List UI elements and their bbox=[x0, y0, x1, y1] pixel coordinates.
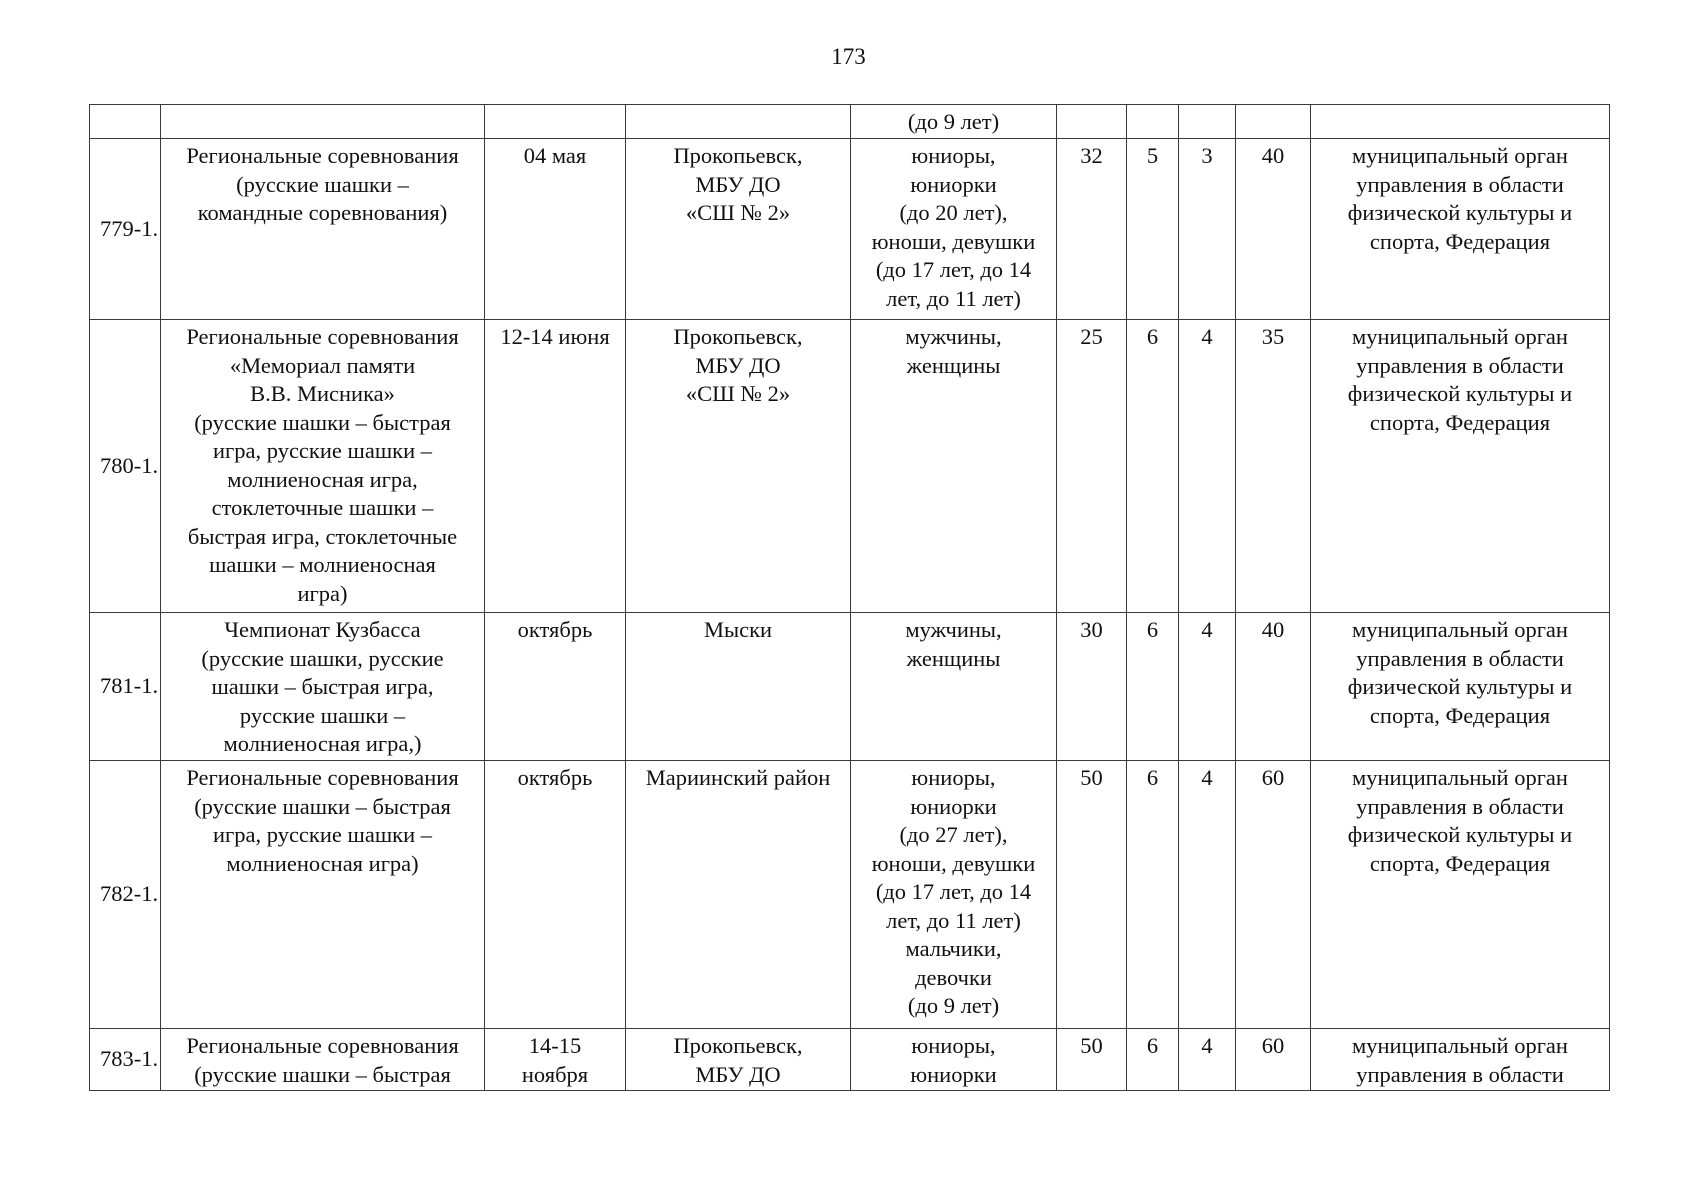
cell-count-2 bbox=[1127, 105, 1179, 139]
event-place: Мыски bbox=[626, 613, 851, 761]
event-date: 04 мая bbox=[485, 139, 626, 320]
event-date: октябрь bbox=[485, 613, 626, 761]
cell-participants bbox=[851, 105, 1057, 139]
event-organizer: муниципальный орган управления в области физической культуры и спорта, Федерация bbox=[1311, 139, 1610, 320]
event-participants: юниоры, юниорки bbox=[851, 1029, 1057, 1091]
event-count-1: 30 bbox=[1057, 613, 1127, 761]
event-count-4: 40 bbox=[1236, 139, 1311, 320]
event-number: 781-1. bbox=[90, 613, 161, 761]
event-count-2: 6 bbox=[1127, 320, 1179, 613]
event-organizer: муниципальный орган управления в области физической культуры и спорта, Федерация bbox=[1311, 320, 1610, 613]
event-name: Региональные соревнования (русские шашки – командные соревнования) bbox=[161, 139, 485, 320]
cell-date bbox=[485, 105, 626, 139]
event-organizer: муниципальный орган управления в области bbox=[1311, 1029, 1610, 1091]
cell-place bbox=[626, 105, 851, 139]
event-count-3: 4 bbox=[1179, 1029, 1236, 1091]
event-count-4: 60 bbox=[1236, 761, 1311, 1029]
event-participants: юниоры, юниорки (до 20 лет), юноши, девушки (до 17 лет, до 14 лет, до 11 лет) bbox=[851, 139, 1057, 320]
page-number: 173 bbox=[831, 44, 866, 69]
event-count-4: 60 bbox=[1236, 1029, 1311, 1091]
event-count-1: 50 bbox=[1057, 761, 1127, 1029]
event-name: Чемпионат Кузбасса (русские шашки, русские шашки – быстрая игра, русские шашки – молниеносная игра,) bbox=[161, 613, 485, 761]
event-participants: мужчины, женщины bbox=[851, 320, 1057, 613]
event-count-2: 6 bbox=[1127, 761, 1179, 1029]
event-count-1: 25 bbox=[1057, 320, 1127, 613]
cell-name bbox=[161, 105, 485, 139]
event-name: Региональные соревнования «Мемориал памяти В.В. Мисника» (русские шашки – быстрая игра, русские шашки – молниеносная игра, стоклеточные шашки – быстрая игра, стоклеточные шашки – молниеносная игра) bbox=[161, 320, 485, 613]
events-table bbox=[89, 104, 1610, 1091]
event-number: 780-1. bbox=[90, 320, 161, 613]
event-name: Региональные соревнования (русские шашки – быстрая bbox=[161, 1029, 485, 1091]
cell-count-1 bbox=[1057, 105, 1127, 139]
table-row bbox=[90, 1029, 1610, 1091]
event-place: Прокопьевск, МБУ ДО bbox=[626, 1029, 851, 1091]
event-name: Региональные соревнования (русские шашки – быстрая игра, русские шашки – молниеносная игра) bbox=[161, 761, 485, 1029]
event-place: Прокопьевск, МБУ ДО «СШ № 2» bbox=[626, 320, 851, 613]
event-number: 783-1. bbox=[90, 1029, 161, 1091]
cell-count-4 bbox=[1236, 105, 1311, 139]
event-count-2: 5 bbox=[1127, 139, 1179, 320]
event-participants: юниоры, юниорки (до 27 лет), юноши, девушки (до 17 лет, до 14 лет, до 11 лет) мальчики, девочки (до 9 лет) bbox=[851, 761, 1057, 1029]
table-row bbox=[90, 761, 1610, 1029]
event-date: 12-14 июня bbox=[485, 320, 626, 613]
event-number: 779-1. bbox=[90, 139, 161, 320]
event-place: Мариинский район bbox=[626, 761, 851, 1029]
event-date: октябрь bbox=[485, 761, 626, 1029]
carryover-row bbox=[90, 105, 1610, 139]
event-organizer: муниципальный орган управления в области физической культуры и спорта, Федерация bbox=[1311, 761, 1610, 1029]
event-count-1: 32 bbox=[1057, 139, 1127, 320]
table-row bbox=[90, 613, 1610, 761]
event-count-3: 3 bbox=[1179, 139, 1236, 320]
table-row bbox=[90, 139, 1610, 320]
event-count-4: 40 bbox=[1236, 613, 1311, 761]
participants-text: (до 9 лет) bbox=[907, 109, 1000, 134]
cell-count-3 bbox=[1179, 105, 1236, 139]
event-number: 782-1. bbox=[90, 761, 161, 1029]
event-count-3: 4 bbox=[1179, 613, 1236, 761]
event-organizer: муниципальный орган управления в области физической культуры и спорта, Федерация bbox=[1311, 613, 1610, 761]
event-count-2: 6 bbox=[1127, 1029, 1179, 1091]
event-place: Прокопьевск, МБУ ДО «СШ № 2» bbox=[626, 139, 851, 320]
event-count-4: 35 bbox=[1236, 320, 1311, 613]
event-date: 14-15 ноября bbox=[485, 1029, 626, 1091]
event-count-3: 4 bbox=[1179, 761, 1236, 1029]
cell-organizer bbox=[1311, 105, 1610, 139]
table-row bbox=[90, 320, 1610, 613]
event-count-2: 6 bbox=[1127, 613, 1179, 761]
event-participants: мужчины, женщины bbox=[851, 613, 1057, 761]
event-count-1: 50 bbox=[1057, 1029, 1127, 1091]
cell-num bbox=[90, 105, 161, 139]
event-count-3: 4 bbox=[1179, 320, 1236, 613]
